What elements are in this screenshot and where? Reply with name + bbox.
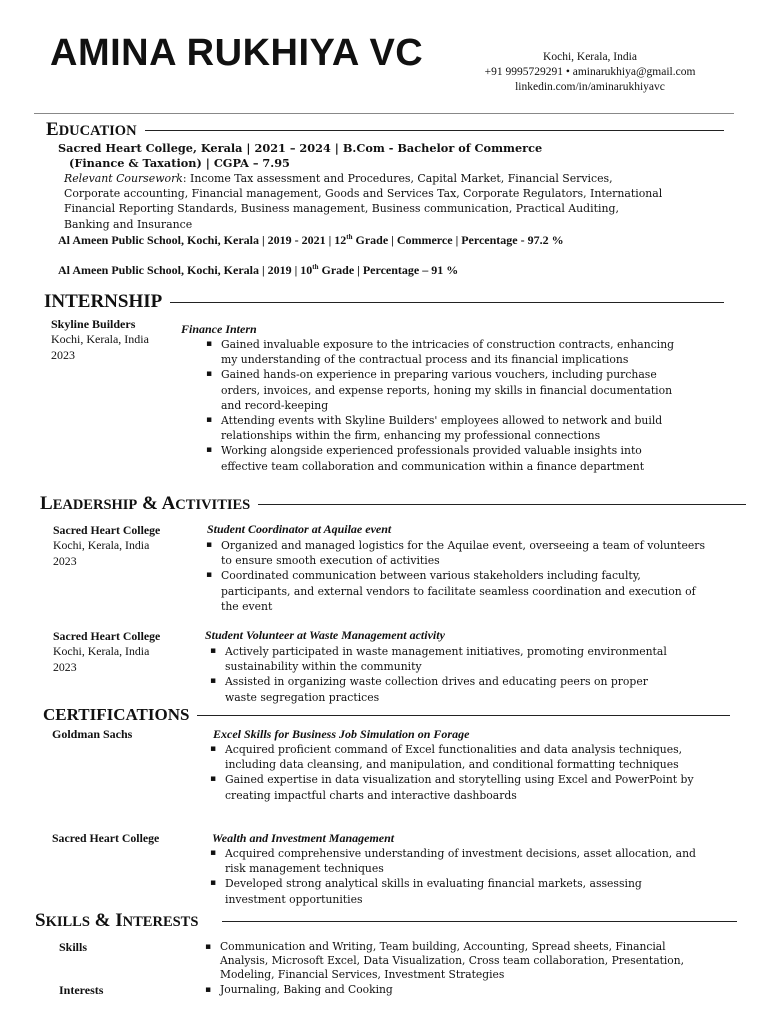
internship-location: Kochi, Kerala, India	[51, 332, 149, 347]
heading-part: EADERSHIP	[52, 497, 138, 513]
leadership-year: 2023	[53, 553, 77, 568]
list-item: ▪ Working alongside experienced professionals provided valuable insights into effective team collaboration and communication within a finance department	[206, 443, 684, 473]
heading-text: INTERNSHIP	[44, 291, 163, 312]
header-divider	[34, 113, 734, 114]
skills-list	[205, 940, 705, 982]
cert-entry-1-org: Goldman Sachs	[52, 727, 133, 741]
heading-rest: DUCATION	[58, 123, 137, 139]
leadership-entry-1-role: Student Coordinator at Aquilae event	[207, 522, 392, 536]
list-item: ▪ Communication and Writing, Team building, Accounting, Spread sheets, Financial Analysis, Microsoft Excel, Data Visualization, Cross team collaboration, Presentation, Modeling, Financial Services, Investment Strategies	[205, 940, 705, 982]
college-entry-line1: Sacred Heart College, Kerala | 2021 – 2024 | B.Com - Bachelor of Commerce	[58, 141, 543, 155]
internship-bullets	[206, 337, 684, 474]
list-item: ▪ Attending events with Skyline Builders' employees allowed to network and build relationships within the firm, enhancing my professional connections	[206, 413, 684, 443]
leadership-entry-2-role: Student Volunteer at Waste Management activity	[205, 628, 445, 642]
skills-interests-heading	[35, 910, 737, 932]
internship-role: Finance Intern	[181, 322, 257, 336]
heading-part: L	[40, 493, 53, 514]
cert-entry-1-role: Excel Skills for Business Job Simulation on Forage	[213, 727, 470, 741]
heading-rule	[197, 715, 730, 716]
cert-entry-1-bullets	[210, 742, 725, 803]
leadership-location: Kochi, Kerala, India	[53, 644, 150, 659]
leadership-org: Sacred Heart College	[53, 629, 161, 643]
leadership-entry-1-org-block	[53, 523, 160, 569]
list-item: ▪ Developed strong analytical skills in evaluating financial markets, assessing investment opportunities	[210, 876, 700, 906]
list-item: ▪ Actively participated in waste management initiatives, promoting environmental sustainability within the community	[210, 644, 680, 674]
coursework-text: : Income Tax assessment and Procedures, Capital Market, Financial Services, Corporate accounting, Financial management, Goods and Services Tax, Corporate Regulators, International Financial Reporting Standards, Business management, Business communication, Practical Auditing, Banking and Insurance	[64, 172, 663, 231]
internship-year: 2023	[51, 347, 75, 362]
school-12th-post: Grade | Commerce | Percentage - 97.2 %	[352, 233, 564, 247]
heading-part: CTIVITIES	[175, 497, 251, 513]
certifications-heading	[43, 705, 730, 725]
heading-part: NTERESTS	[122, 914, 199, 930]
education-heading	[46, 119, 724, 141]
contact-location: Kochi, Kerala, India	[543, 51, 637, 63]
internship-heading	[44, 291, 724, 313]
skills-label: Skills	[59, 940, 88, 954]
heading-rule	[222, 921, 737, 922]
list-item: ▪ Acquired proficient command of Excel functionalities and data analysis techniques, including data cleansing, and manipulation, and conditional formatting techniques	[210, 742, 725, 772]
cert-entry-2-org: Sacred Heart College	[52, 831, 160, 845]
contact-phone-email: +91 9995729291 • aminarukhiya@gmail.com	[484, 66, 696, 78]
heading-rule	[258, 504, 746, 505]
school-10th-post: Grade | Percentage – 91 %	[318, 263, 459, 277]
leadership-entry-2-org-block	[53, 629, 160, 675]
relevant-coursework	[64, 171, 664, 232]
list-item: ▪ Gained expertise in data visualization and storytelling using Excel and PowerPoint by creating impactful charts and interactive dashboards	[210, 772, 725, 802]
college-entry-line2: (Finance & Taxation) | CGPA – 7.95	[69, 156, 290, 170]
school-10th-sup: th	[312, 263, 319, 271]
school-12th-entry	[58, 233, 564, 248]
school-10th-entry	[58, 263, 458, 278]
leadership-heading	[40, 493, 746, 515]
contact-block	[440, 50, 740, 95]
list-item: ▪ Acquired comprehensive understanding of investment decisions, asset allocation, and risk management techniques	[210, 846, 700, 876]
internship-org: Skyline Builders	[51, 317, 136, 331]
candidate-name: AMINA RUKHIYA VC	[50, 32, 424, 74]
list-item: ▪ Gained invaluable exposure to the intricacies of construction contracts, enhancing my understanding of the contractual process and its financial implications	[206, 337, 684, 367]
heading-part: KILLS	[45, 914, 90, 930]
leadership-location: Kochi, Kerala, India	[53, 538, 150, 553]
heading-part: & A	[137, 493, 176, 514]
heading-rule	[170, 302, 724, 303]
heading-text: CERTIFICATIONS	[43, 705, 190, 724]
leadership-org: Sacred Heart College	[53, 523, 161, 537]
contact-linkedin: linkedin.com/in/aminarukhiyavc	[515, 81, 665, 93]
leadership-year: 2023	[53, 659, 77, 674]
interests-list	[205, 983, 705, 997]
coursework-label: Relevant Coursework	[64, 172, 183, 185]
heading-part: S	[35, 910, 46, 931]
interests-label: Interests	[59, 983, 104, 997]
list-item: ▪ Coordinated communication between various stakeholders including faculty, participants, and external vendors to facilitate seamless coordination and execution of the event	[206, 568, 706, 614]
list-item: ▪ Assisted in organizing waste collection drives and educating peers on proper waste segregation practices	[210, 674, 680, 704]
heading-part: & I	[89, 910, 123, 931]
leadership-entry-1-bullets	[206, 538, 706, 614]
school-10th-pre: Al Ameen Public School, Kochi, Kerala | 2019 | 10	[58, 263, 313, 277]
heading-initial: E	[46, 119, 59, 140]
leadership-entry-2-bullets	[210, 644, 680, 705]
list-item: ▪ Organized and managed logistics for the Aquilae event, overseeing a team of volunteers to ensure smooth execution of activities	[206, 538, 706, 568]
school-12th-pre: Al Ameen Public School, Kochi, Kerala | 2019 - 2021 | 12	[58, 233, 347, 247]
list-item: ▪ Gained hands-on experience in preparing various vouchers, including purchase orders, invoices, and expense reports, honing my skills in financial documentation and record-keeping	[206, 367, 684, 413]
list-item: ▪ Journaling, Baking and Cooking	[205, 983, 705, 997]
heading-rule	[145, 130, 724, 131]
cert-entry-2-bullets	[210, 846, 700, 907]
internship-org-block	[51, 317, 149, 363]
cert-entry-2-role: Wealth and Investment Management	[212, 831, 395, 845]
school-12th-sup: th	[346, 233, 353, 241]
